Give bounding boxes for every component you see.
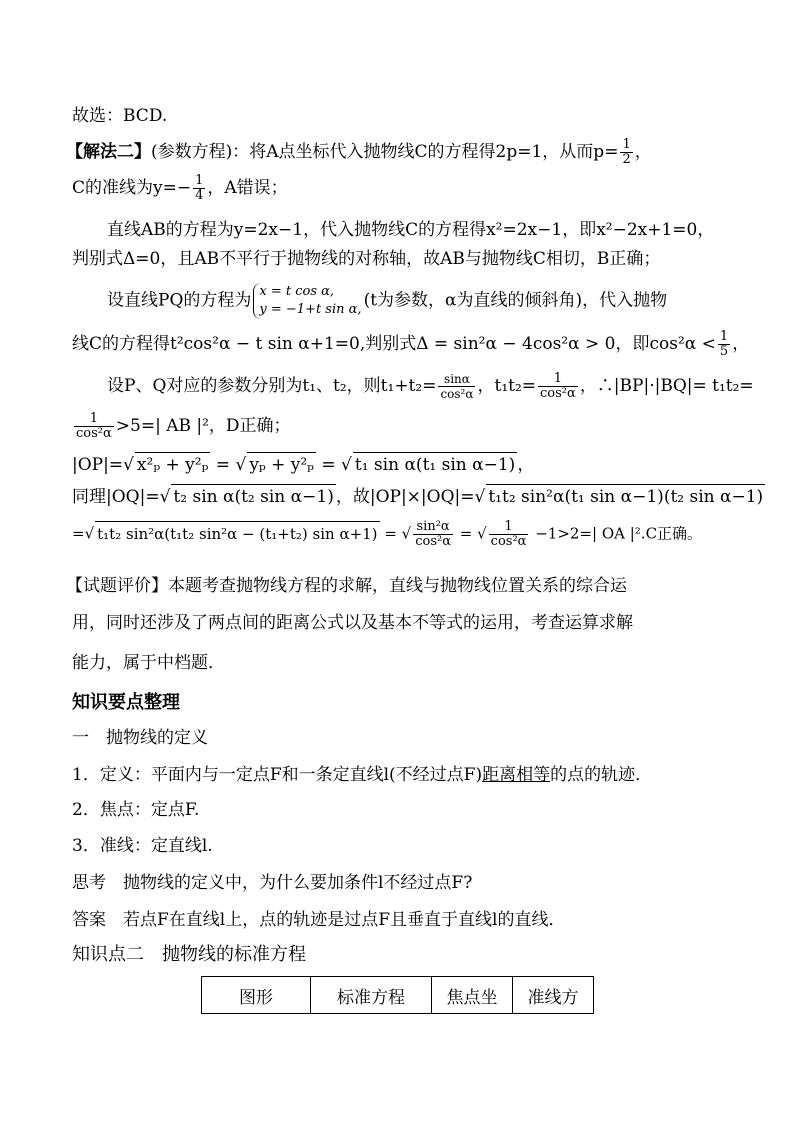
line-answer: 答案 若点F在直线l上，点的轨迹是过点F且垂直于直线l的直线． — [72, 910, 566, 930]
section-heading-standard: 知识点二 抛物线的标准方程 — [72, 944, 306, 965]
fraction-product: $\frac{1}{\text{cos²α}}$ — [540, 371, 576, 401]
answer-text: 故选：BCD. — [72, 106, 168, 126]
line-definition-2: 2．焦点：定点F. — [72, 800, 200, 820]
fraction-sum: $\frac{\sin\alpha}{\text{cos²α}}$ — [440, 372, 474, 401]
line-op: |OP|=√ x²ₚ + y²ₚ = √ yₚ + y²ₚ = √ t₁ sin α(t₁ sin α−1) ， — [72, 452, 534, 477]
line-evaluation-3: 能力，属于中档题． — [72, 653, 225, 673]
method-text: (参数方程)：将A点坐标代入抛物线C的方程得2p=1，从而p= — [151, 142, 619, 162]
line-pq-parametric: 设直线PQ的方程为 x = t cos α, y = −1+t sin α, (t为参数，α为直线的倾斜角)，代入抛物 — [107, 284, 668, 317]
standard-equation-table — [201, 976, 594, 1014]
method-label: 【解法二】 — [66, 142, 151, 162]
line-ab-equation: 直线AB的方程为y=2x−1，代入抛物线C的方程得x²=2x−1，即x²−2x+1=0， — [107, 220, 715, 240]
fraction-inv-cos: $\frac{1}{\text{cos²α}}$ — [490, 519, 527, 549]
table-header-cell: 准线方 — [513, 977, 594, 1014]
line-definition-3: 3．准线：定直线l. — [72, 836, 213, 856]
table-header-cell: 焦点坐 — [432, 977, 513, 1014]
fraction-product-2: $\frac{1}{\text{cos²α}}$ — [76, 411, 112, 441]
line-think: 思考 抛物线的定义中，为什么要加条件l不经过点F? — [72, 873, 473, 893]
fraction-quarter: $\frac{1}{4}$ — [195, 173, 204, 203]
equation-system: x = t cos α, y = −1+t sin α, — [253, 283, 361, 319]
fraction-fifth: $\frac{1}{5}$ — [719, 329, 729, 359]
line-c-correct: =√ t₁t₂ sin²α(t₁t₂ sin²α − (t₁+t₂) sin α+1) = √ $\frac{\text{sin²α}}{\text{cos²α}}$ = √ $\frac{1}{\text{cos²α}}$ −1>2=| OA |².C正确。 — [72, 519, 703, 549]
line-evaluation-1: 【试题评价】本题考查抛物线方程的求解，直线与抛物线位置关系的综合运 — [66, 576, 627, 596]
line-substitute: 线C的方程得t²cos²α − t sin α+1=0,判别式Δ = sin²α − 4cos²α > 0，即cos²α < $\frac{1}{5}$ ， — [72, 329, 750, 359]
table-header-cell: 图形 — [202, 977, 311, 1014]
line-oq: 同理|OQ|=√ t₂ sin α(t₂ sin α−1) ，故|OP|×|OQ|=√ t₁t₂ sin²α(t₁ sin α−1)(t₂ sin α−1) — [72, 484, 765, 509]
line-parameters: 设P、Q对应的参数分别为t₁、t₂，则t₁+t₂= $\frac{\sin\alpha}{\text{cos²α}}$ ，t₁t₂= $\frac{1}{\text{cos²α}}$ ，∴|BP|·|BQ|= t₁t₂= — [107, 371, 754, 401]
section-definition: 一 抛物线的定义 — [72, 728, 208, 748]
line-answer-choice — [72, 104, 167, 128]
line-method-two: 【解法二】(参数方程)：将A点坐标代入抛物线C的方程得2p=1，从而p= $\frac{1}{2}$ ， — [66, 137, 652, 167]
table-header-row — [202, 977, 594, 1014]
line-d-correct: $\frac{1}{\text{cos²α}}$ >5=| AB |²，D正确； — [76, 411, 291, 441]
line-evaluation-2: 用，同时还涉及了两点间的距离公式以及基本不等式的运用，考查运算求解 — [72, 613, 633, 633]
line-definition-1: 1．定义：平面内与一定点F和一条定直线l(不经过点F)距离相等的点的轨迹． — [72, 765, 653, 785]
section-heading-knowledge: 知识要点整理 — [72, 692, 180, 713]
fraction-p: $\frac{1}{2}$ — [622, 137, 631, 167]
fraction-sin-cos: $\frac{\text{sin²α}}{\text{cos²α}}$ — [415, 519, 451, 549]
line-directrix: C的准线为y=− $\frac{1}{4}$ ，A错误； — [72, 173, 288, 203]
line-discriminant: 判别式Δ=0，且AB不平行于抛物线的对称轴，故AB与抛物线C相切，B正确； — [72, 249, 661, 269]
table-header-cell: 标准方程 — [311, 977, 432, 1014]
